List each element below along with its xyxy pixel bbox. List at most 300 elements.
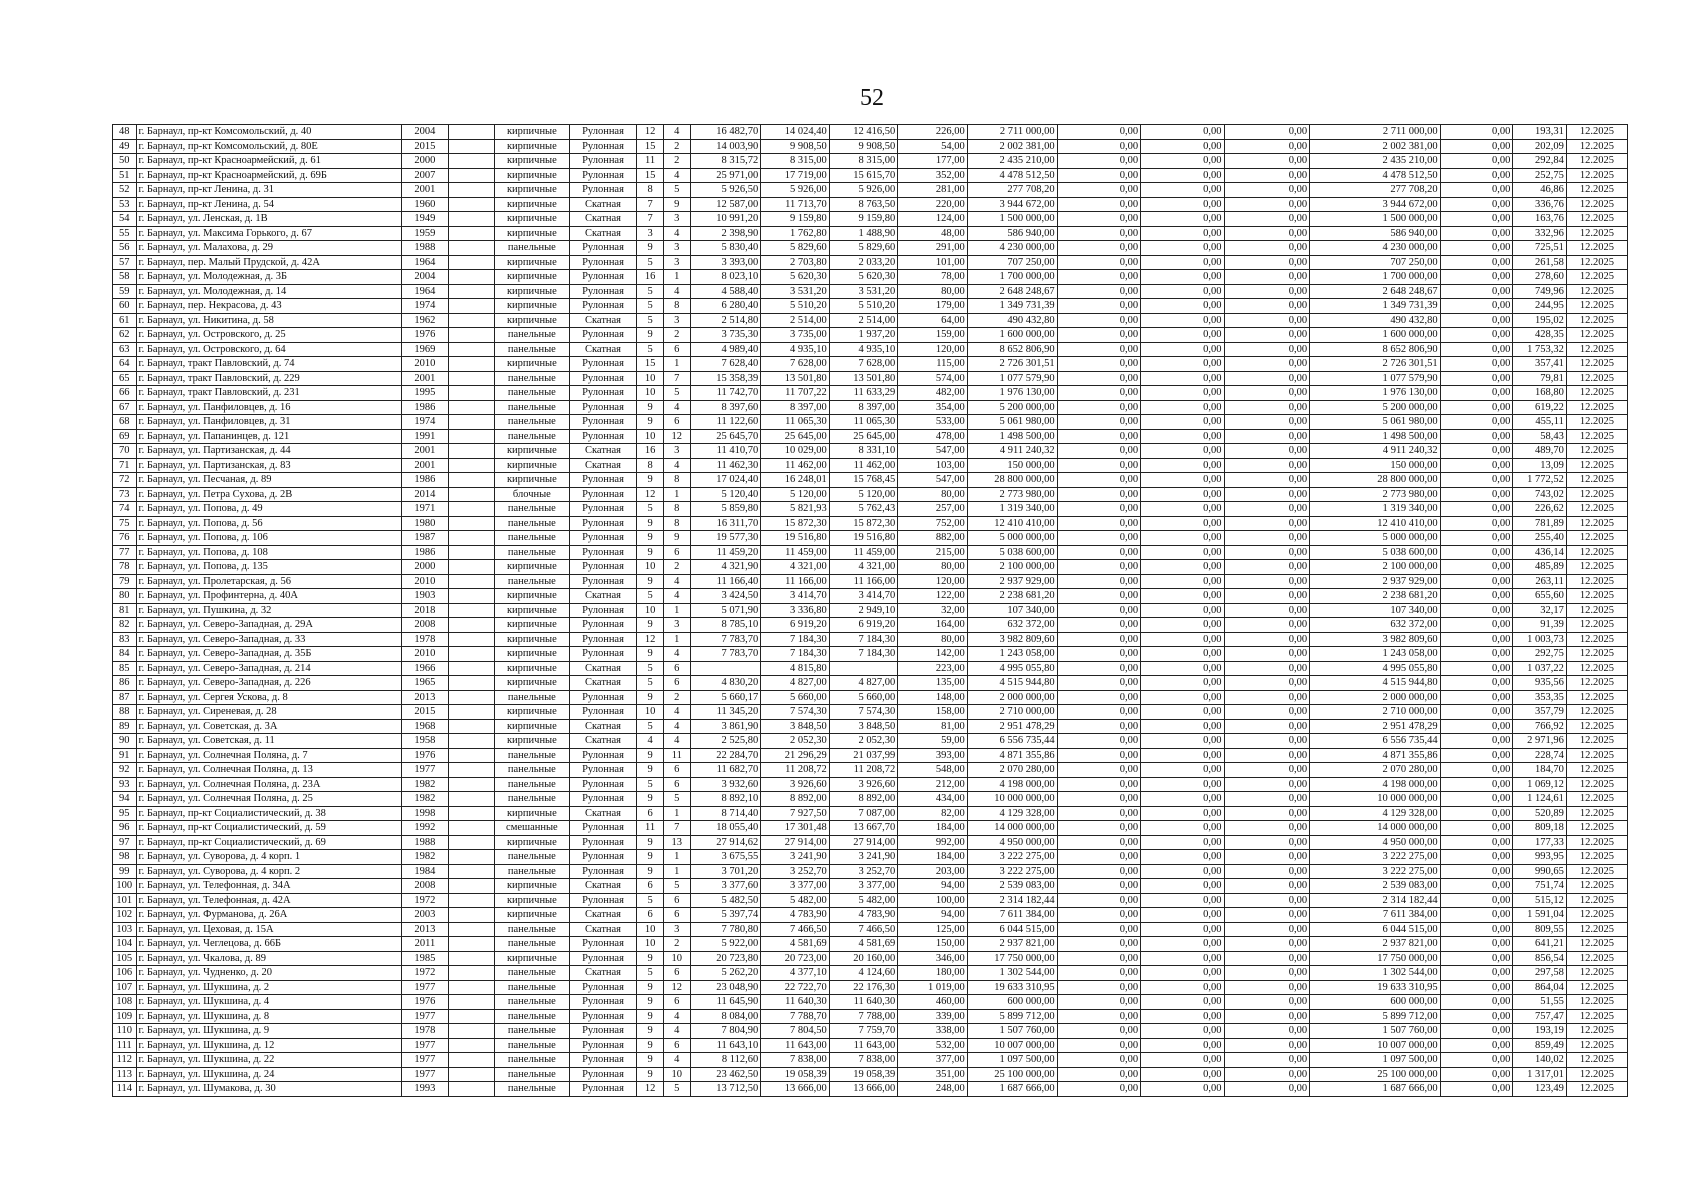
cell-total-area: 13 712,50 [690, 1082, 761, 1097]
cell-address: г. Барнаул, ул. Островского, д. 25 [136, 328, 401, 343]
cell-total-area: 5 926,50 [690, 183, 761, 198]
table-row [113, 589, 1628, 604]
cell-address: г. Барнаул, пер. Некрасова, д. 43 [136, 299, 401, 314]
cell-entrances: 1 [663, 487, 690, 502]
cell-municipal-funds: 0,00 [1224, 966, 1310, 981]
cell-regional-funds: 0,00 [1141, 444, 1224, 459]
cell-other-funds: 0,00 [1440, 589, 1513, 604]
cell-floors: 9 [637, 1053, 664, 1068]
cell-year-renovated [448, 879, 494, 894]
cell-entrances: 7 [663, 371, 690, 386]
cell-year-renovated [448, 531, 494, 546]
cell-residents: 184,00 [898, 850, 968, 865]
cell-residents: 59,00 [898, 734, 968, 749]
cell-residential-area: 19 516,80 [829, 531, 897, 546]
cell-cost-per-sqm: 278,60 [1513, 270, 1566, 285]
cell-completion-date: 12.2025 [1566, 357, 1627, 372]
cell-roof-type: Рулонная [569, 777, 636, 792]
cell-roof-type: Рулонная [569, 937, 636, 952]
cell-row-number: 78 [113, 560, 137, 575]
cell-living-area: 14 024,40 [761, 125, 829, 140]
cell-floors: 5 [637, 342, 664, 357]
cell-residential-area: 2 949,10 [829, 603, 897, 618]
cell-residential-area: 3 252,70 [829, 864, 897, 879]
cell-owner-funds: 2 937 929,00 [1310, 574, 1441, 589]
cell-roof-type: Рулонная [569, 429, 636, 444]
cell-regional-funds: 0,00 [1141, 212, 1224, 227]
cell-federal-funds: 0,00 [1057, 835, 1140, 850]
cell-entrances: 7 [663, 821, 690, 836]
cell-roof-type: Рулонная [569, 1067, 636, 1082]
cell-address: г. Барнаул, ул. Чудненко, д. 20 [136, 966, 401, 981]
cell-living-area: 8 315,00 [761, 154, 829, 169]
cell-roof-type: Скатная [569, 342, 636, 357]
cell-other-funds: 0,00 [1440, 719, 1513, 734]
cell-regional-funds: 0,00 [1141, 748, 1224, 763]
cell-owner-funds: 7 611 384,00 [1310, 908, 1441, 923]
cell-entrances: 6 [663, 661, 690, 676]
cell-floors: 12 [637, 487, 664, 502]
cell-roof-type: Скатная [569, 661, 636, 676]
table-row [113, 400, 1628, 415]
cell-cost-per-sqm: 520,89 [1513, 806, 1566, 821]
cell-other-funds: 0,00 [1440, 734, 1513, 749]
cell-year-built: 2013 [401, 690, 448, 705]
cell-roof-type: Рулонная [569, 705, 636, 720]
cell-living-area: 15 872,30 [761, 516, 829, 531]
cell-total-area: 11 345,20 [690, 705, 761, 720]
cell-roof-type: Рулонная [569, 1053, 636, 1068]
cell-municipal-funds: 0,00 [1224, 937, 1310, 952]
cell-municipal-funds: 0,00 [1224, 400, 1310, 415]
cell-address: г. Барнаул, ул. Пушкина, д. 32 [136, 603, 401, 618]
cell-completion-date: 12.2025 [1566, 966, 1627, 981]
cell-residents: 223,00 [898, 661, 968, 676]
cell-entrances: 4 [663, 734, 690, 749]
cell-year-built: 1960 [401, 197, 448, 212]
cell-federal-funds: 0,00 [1057, 676, 1140, 691]
cell-total-area: 17 024,40 [690, 473, 761, 488]
cell-completion-date: 12.2025 [1566, 415, 1627, 430]
cell-year-built: 2000 [401, 154, 448, 169]
cell-total-area: 11 459,20 [690, 545, 761, 560]
cell-cost-per-sqm: 353,35 [1513, 690, 1566, 705]
cell-total-area: 11 410,70 [690, 444, 761, 459]
cell-total-cost: 2 710 000,00 [967, 705, 1057, 720]
cell-cost-per-sqm: 292,84 [1513, 154, 1566, 169]
cell-floors: 5 [637, 676, 664, 691]
cell-address: г. Барнаул, ул. Северо-Западная, д. 33 [136, 632, 401, 647]
cell-total-cost: 150 000,00 [967, 458, 1057, 473]
cell-regional-funds: 0,00 [1141, 226, 1224, 241]
cell-row-number: 90 [113, 734, 137, 749]
cell-year-built: 2004 [401, 270, 448, 285]
cell-completion-date: 12.2025 [1566, 458, 1627, 473]
cell-address: г. Барнаул, ул. Солнечная Поляна, д. 13 [136, 763, 401, 778]
cell-owner-funds: 4 950 000,00 [1310, 835, 1441, 850]
cell-living-area: 11 640,30 [761, 995, 829, 1010]
cell-year-renovated [448, 1024, 494, 1039]
cell-floors: 9 [637, 618, 664, 633]
cell-residential-area: 3 926,60 [829, 777, 897, 792]
cell-year-renovated [448, 516, 494, 531]
cell-entrances: 1 [663, 632, 690, 647]
cell-other-funds: 0,00 [1440, 415, 1513, 430]
cell-row-number: 56 [113, 241, 137, 256]
cell-other-funds: 0,00 [1440, 516, 1513, 531]
cell-floors: 9 [637, 1067, 664, 1082]
cell-municipal-funds: 0,00 [1224, 1024, 1310, 1039]
cell-living-area: 17 301,48 [761, 821, 829, 836]
cell-year-renovated [448, 763, 494, 778]
cell-municipal-funds: 0,00 [1224, 951, 1310, 966]
cell-residents: 80,00 [898, 284, 968, 299]
cell-year-renovated [448, 458, 494, 473]
cell-residents: 992,00 [898, 835, 968, 850]
cell-residents: 281,00 [898, 183, 968, 198]
cell-residential-area: 3 241,90 [829, 850, 897, 865]
cell-entrances: 9 [663, 197, 690, 212]
cell-owner-funds: 1 349 731,39 [1310, 299, 1441, 314]
cell-year-renovated [448, 1009, 494, 1024]
cell-regional-funds: 0,00 [1141, 879, 1224, 894]
cell-residential-area: 7 087,00 [829, 806, 897, 821]
cell-federal-funds: 0,00 [1057, 719, 1140, 734]
cell-total-area: 4 588,40 [690, 284, 761, 299]
cell-living-area: 6 919,20 [761, 618, 829, 633]
cell-owner-funds: 277 708,20 [1310, 183, 1441, 198]
cell-entrances: 1 [663, 850, 690, 865]
cell-year-built: 1968 [401, 719, 448, 734]
cell-floors: 5 [637, 589, 664, 604]
cell-address: г. Барнаул, ул. Шукшина, д. 9 [136, 1024, 401, 1039]
cell-municipal-funds: 0,00 [1224, 386, 1310, 401]
cell-total-cost: 2 238 681,20 [967, 589, 1057, 604]
cell-address: г. Барнаул, ул. Папанинцев, д. 121 [136, 429, 401, 444]
cell-municipal-funds: 0,00 [1224, 313, 1310, 328]
cell-regional-funds: 0,00 [1141, 995, 1224, 1010]
cell-wall-material: панельные [494, 400, 569, 415]
cell-roof-type: Скатная [569, 734, 636, 749]
cell-wall-material: панельные [494, 342, 569, 357]
cell-owner-funds: 2 314 182,44 [1310, 893, 1441, 908]
cell-residential-area: 8 315,00 [829, 154, 897, 169]
cell-cost-per-sqm: 193,19 [1513, 1024, 1566, 1039]
cell-federal-funds: 0,00 [1057, 226, 1140, 241]
cell-regional-funds: 0,00 [1141, 1082, 1224, 1097]
cell-year-built: 2010 [401, 357, 448, 372]
cell-total-cost: 2 314 182,44 [967, 893, 1057, 908]
cell-entrances: 6 [663, 995, 690, 1010]
cell-row-number: 70 [113, 444, 137, 459]
cell-residential-area: 11 462,00 [829, 458, 897, 473]
cell-wall-material: кирпичные [494, 168, 569, 183]
cell-owner-funds: 2 070 280,00 [1310, 763, 1441, 778]
cell-wall-material: кирпичные [494, 806, 569, 821]
cell-completion-date: 12.2025 [1566, 444, 1627, 459]
cell-total-area: 12 587,00 [690, 197, 761, 212]
cell-roof-type: Скатная [569, 879, 636, 894]
cell-roof-type: Рулонная [569, 284, 636, 299]
cell-roof-type: Рулонная [569, 1082, 636, 1097]
cell-living-area: 8 892,00 [761, 792, 829, 807]
cell-floors: 5 [637, 284, 664, 299]
cell-total-cost: 25 100 000,00 [967, 1067, 1057, 1082]
cell-year-renovated [448, 255, 494, 270]
cell-regional-funds: 0,00 [1141, 473, 1224, 488]
cell-roof-type: Рулонная [569, 371, 636, 386]
table-row [113, 516, 1628, 531]
cell-municipal-funds: 0,00 [1224, 763, 1310, 778]
repair-register-table [112, 124, 1628, 1097]
cell-total-cost: 2 539 083,00 [967, 879, 1057, 894]
cell-wall-material: панельные [494, 690, 569, 705]
cell-total-area: 11 462,30 [690, 458, 761, 473]
cell-address: г. Барнаул, ул. Северо-Западная, д. 29А [136, 618, 401, 633]
cell-wall-material: кирпичные [494, 661, 569, 676]
cell-total-area: 4 989,40 [690, 342, 761, 357]
cell-completion-date: 12.2025 [1566, 560, 1627, 575]
cell-municipal-funds: 0,00 [1224, 879, 1310, 894]
cell-total-area: 25 645,70 [690, 429, 761, 444]
cell-address: г. Барнаул, ул. Солнечная Поляна, д. 23А [136, 777, 401, 792]
cell-year-built: 1986 [401, 473, 448, 488]
cell-year-renovated [448, 429, 494, 444]
cell-completion-date: 12.2025 [1566, 241, 1627, 256]
cell-other-funds: 0,00 [1440, 458, 1513, 473]
cell-year-built: 2008 [401, 879, 448, 894]
cell-year-built: 1988 [401, 241, 448, 256]
cell-year-renovated [448, 560, 494, 575]
cell-total-cost: 1 700 000,00 [967, 270, 1057, 285]
cell-living-area: 1 762,80 [761, 226, 829, 241]
cell-completion-date: 12.2025 [1566, 197, 1627, 212]
cell-row-number: 77 [113, 545, 137, 560]
cell-owner-funds: 586 940,00 [1310, 226, 1441, 241]
table-row [113, 502, 1628, 517]
cell-roof-type: Рулонная [569, 995, 636, 1010]
cell-living-area: 7 574,30 [761, 705, 829, 720]
cell-cost-per-sqm: 864,04 [1513, 980, 1566, 995]
cell-row-number: 111 [113, 1038, 137, 1053]
cell-residential-area: 11 208,72 [829, 763, 897, 778]
cell-residents: 1 019,00 [898, 980, 968, 995]
cell-row-number: 100 [113, 879, 137, 894]
cell-roof-type: Рулонная [569, 647, 636, 662]
cell-other-funds: 0,00 [1440, 676, 1513, 691]
cell-cost-per-sqm: 1 037,22 [1513, 661, 1566, 676]
cell-municipal-funds: 0,00 [1224, 1053, 1310, 1068]
cell-owner-funds: 2 773 980,00 [1310, 487, 1441, 502]
cell-other-funds: 0,00 [1440, 1038, 1513, 1053]
cell-wall-material: панельные [494, 241, 569, 256]
cell-residential-area: 9 159,80 [829, 212, 897, 227]
cell-other-funds: 0,00 [1440, 313, 1513, 328]
cell-entrances: 3 [663, 212, 690, 227]
cell-owner-funds: 2 100 000,00 [1310, 560, 1441, 575]
cell-residential-area: 1 488,90 [829, 226, 897, 241]
cell-year-built: 1991 [401, 429, 448, 444]
cell-row-number: 109 [113, 1009, 137, 1024]
cell-other-funds: 0,00 [1440, 168, 1513, 183]
cell-roof-type: Рулонная [569, 864, 636, 879]
cell-federal-funds: 0,00 [1057, 792, 1140, 807]
cell-address: г. Барнаул, пр-кт Социалистический, д. 38 [136, 806, 401, 821]
cell-total-cost: 1 976 130,00 [967, 386, 1057, 401]
cell-other-funds: 0,00 [1440, 1067, 1513, 1082]
cell-entrances: 6 [663, 966, 690, 981]
cell-year-renovated [448, 386, 494, 401]
cell-cost-per-sqm: 781,89 [1513, 516, 1566, 531]
cell-federal-funds: 0,00 [1057, 487, 1140, 502]
cell-regional-funds: 0,00 [1141, 487, 1224, 502]
cell-total-area: 3 735,30 [690, 328, 761, 343]
cell-residential-area: 5 482,00 [829, 893, 897, 908]
cell-total-area: 2 514,80 [690, 313, 761, 328]
cell-other-funds: 0,00 [1440, 241, 1513, 256]
cell-total-cost: 1 097 500,00 [967, 1053, 1057, 1068]
cell-total-area [690, 661, 761, 676]
cell-wall-material: кирпичные [494, 647, 569, 662]
table-row [113, 879, 1628, 894]
cell-municipal-funds: 0,00 [1224, 705, 1310, 720]
cell-year-built: 1998 [401, 806, 448, 821]
cell-cost-per-sqm: 766,92 [1513, 719, 1566, 734]
cell-federal-funds: 0,00 [1057, 748, 1140, 763]
cell-entrances: 4 [663, 284, 690, 299]
cell-total-area: 2 525,80 [690, 734, 761, 749]
cell-roof-type: Рулонная [569, 473, 636, 488]
cell-roof-type: Рулонная [569, 357, 636, 372]
cell-residential-area: 4 783,90 [829, 908, 897, 923]
cell-completion-date: 12.2025 [1566, 676, 1627, 691]
cell-row-number: 55 [113, 226, 137, 241]
cell-year-renovated [448, 792, 494, 807]
cell-owner-funds: 2 711 000,00 [1310, 125, 1441, 140]
cell-year-renovated [448, 748, 494, 763]
cell-cost-per-sqm: 1 753,32 [1513, 342, 1566, 357]
cell-regional-funds: 0,00 [1141, 560, 1224, 575]
cell-owner-funds: 2 002 381,00 [1310, 139, 1441, 154]
cell-other-funds: 0,00 [1440, 806, 1513, 821]
cell-residents: 351,00 [898, 1067, 968, 1082]
cell-address: г. Барнаул, ул. Островского, д. 64 [136, 342, 401, 357]
table-row [113, 864, 1628, 879]
cell-municipal-funds: 0,00 [1224, 212, 1310, 227]
cell-residential-area: 5 762,43 [829, 502, 897, 517]
cell-year-renovated [448, 342, 494, 357]
cell-wall-material: кирпичные [494, 835, 569, 850]
cell-residential-area: 27 914,00 [829, 835, 897, 850]
cell-other-funds: 0,00 [1440, 531, 1513, 546]
cell-completion-date: 12.2025 [1566, 1082, 1627, 1097]
cell-owner-funds: 1 319 340,00 [1310, 502, 1441, 517]
cell-year-renovated [448, 806, 494, 821]
table-row [113, 792, 1628, 807]
cell-wall-material: панельные [494, 371, 569, 386]
cell-total-cost: 2 726 301,51 [967, 357, 1057, 372]
cell-entrances: 13 [663, 835, 690, 850]
cell-row-number: 57 [113, 255, 137, 270]
cell-wall-material: кирпичные [494, 125, 569, 140]
cell-wall-material: кирпичные [494, 893, 569, 908]
cell-year-built: 1977 [401, 1009, 448, 1024]
cell-row-number: 94 [113, 792, 137, 807]
cell-residents: 64,00 [898, 313, 968, 328]
cell-entrances: 8 [663, 502, 690, 517]
cell-federal-funds: 0,00 [1057, 777, 1140, 792]
cell-residential-area: 11 633,29 [829, 386, 897, 401]
cell-year-renovated [448, 545, 494, 560]
cell-entrances: 6 [663, 676, 690, 691]
cell-wall-material: панельные [494, 748, 569, 763]
cell-federal-funds: 0,00 [1057, 313, 1140, 328]
cell-address: г. Барнаул, ул. Шумакова, д. 30 [136, 1082, 401, 1097]
cell-total-area: 19 577,30 [690, 531, 761, 546]
cell-year-renovated [448, 574, 494, 589]
table-row [113, 183, 1628, 198]
cell-year-renovated [448, 864, 494, 879]
cell-municipal-funds: 0,00 [1224, 241, 1310, 256]
cell-wall-material: кирпичные [494, 183, 569, 198]
cell-cost-per-sqm: 184,70 [1513, 763, 1566, 778]
cell-address: г. Барнаул, ул. Попова, д. 106 [136, 531, 401, 546]
cell-owner-funds: 5 038 600,00 [1310, 545, 1441, 560]
cell-address: г. Барнаул, ул. Попова, д. 49 [136, 502, 401, 517]
cell-regional-funds: 0,00 [1141, 255, 1224, 270]
cell-year-built: 1977 [401, 1053, 448, 1068]
cell-owner-funds: 5 000 000,00 [1310, 531, 1441, 546]
cell-total-cost: 3 222 275,00 [967, 850, 1057, 865]
table-body [113, 125, 1628, 1097]
cell-year-built: 1949 [401, 212, 448, 227]
cell-floors: 12 [637, 125, 664, 140]
cell-entrances: 8 [663, 299, 690, 314]
cell-residents: 179,00 [898, 299, 968, 314]
cell-other-funds: 0,00 [1440, 864, 1513, 879]
cell-other-funds: 0,00 [1440, 618, 1513, 633]
cell-cost-per-sqm: 32,17 [1513, 603, 1566, 618]
cell-owner-funds: 3 982 809,60 [1310, 632, 1441, 647]
cell-year-renovated [448, 603, 494, 618]
cell-row-number: 63 [113, 342, 137, 357]
cell-roof-type: Рулонная [569, 241, 636, 256]
cell-residential-area: 6 919,20 [829, 618, 897, 633]
cell-row-number: 65 [113, 371, 137, 386]
cell-total-area: 11 645,90 [690, 995, 761, 1010]
cell-residents: 120,00 [898, 574, 968, 589]
cell-residential-area: 21 037,99 [829, 748, 897, 763]
cell-residents: 148,00 [898, 690, 968, 705]
cell-completion-date: 12.2025 [1566, 502, 1627, 517]
cell-total-area: 16 482,70 [690, 125, 761, 140]
cell-total-area: 5 397,74 [690, 908, 761, 923]
cell-row-number: 68 [113, 415, 137, 430]
cell-year-built: 1993 [401, 1082, 448, 1097]
cell-year-renovated [448, 980, 494, 995]
cell-wall-material: кирпичные [494, 473, 569, 488]
cell-federal-funds: 0,00 [1057, 342, 1140, 357]
cell-completion-date: 12.2025 [1566, 255, 1627, 270]
cell-owner-funds: 4 515 944,80 [1310, 676, 1441, 691]
cell-living-area: 7 788,70 [761, 1009, 829, 1024]
cell-row-number: 79 [113, 574, 137, 589]
cell-wall-material: кирпичные [494, 676, 569, 691]
cell-year-built: 2000 [401, 560, 448, 575]
cell-address: г. Барнаул, ул. Суворова, д. 4 корп. 1 [136, 850, 401, 865]
cell-other-funds: 0,00 [1440, 777, 1513, 792]
cell-completion-date: 12.2025 [1566, 647, 1627, 662]
